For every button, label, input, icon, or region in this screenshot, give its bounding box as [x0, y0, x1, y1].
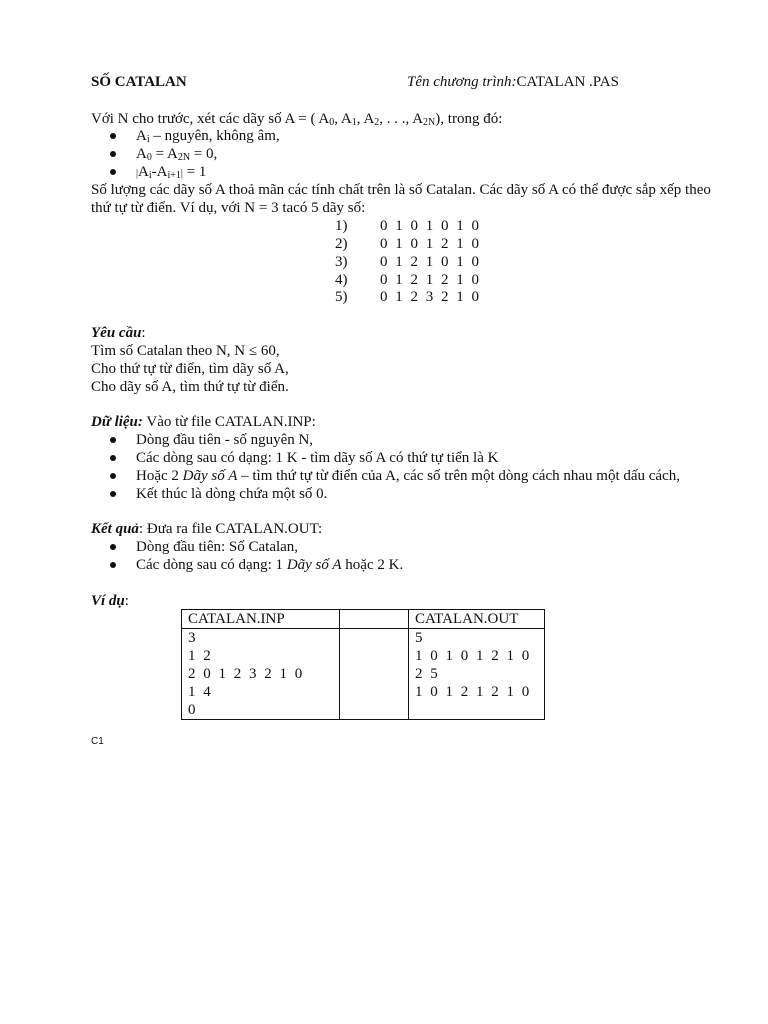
bullet-icon — [110, 562, 116, 568]
input-bullet-2: Các dòng sau có dạng: 1 K - tìm dãy số A có thứ tự tiển là K — [136, 450, 499, 466]
cond-text: A — [136, 128, 147, 144]
page-title: SỐ CATALAN — [91, 74, 187, 90]
output-b2-text: Các dòng sau có dạng: 1 — [136, 557, 287, 573]
cond-sub: i+1 — [167, 170, 181, 181]
intro-sub: 2N — [423, 117, 436, 128]
bullet-icon — [110, 455, 116, 461]
cond-text: = A — [151, 146, 178, 162]
sequence-values: 0 1 0 1 0 1 0 — [380, 218, 479, 234]
paragraph-line-2: thứ tự từ điển. Ví dụ, với N = 3 tacó 5 dãy số: — [91, 200, 366, 216]
bullet-icon — [110, 437, 116, 443]
requirement-line: Cho thứ tự từ điển, tìm dãy số A, — [91, 361, 289, 377]
output-bullet-2 — [136, 556, 403, 574]
sequence-number: 4) — [335, 272, 348, 288]
output-b2-text: hoặc 2 K. — [341, 557, 404, 573]
output-label: Kết quả — [91, 521, 139, 537]
example-table — [181, 609, 545, 720]
intro-suffix: ), trong đó: — [435, 111, 503, 127]
intro-mid: , A — [356, 111, 375, 127]
requirements-colon: : — [141, 325, 146, 341]
sequence-values: 0 1 0 1 2 1 0 — [380, 236, 479, 252]
output-heading — [91, 520, 322, 538]
out-line: 1 0 1 2 1 2 1 0 — [415, 684, 530, 700]
input-heading — [91, 413, 316, 431]
output-text: : Đưa ra file CATALAN.OUT: — [138, 521, 323, 537]
output-bullet-1: Dòng đầu tiên: Số Catalan, — [136, 539, 299, 555]
cond-sub: 0 — [146, 152, 152, 163]
input-text: Vào từ file CATALAN.INP: — [142, 414, 316, 430]
bullet-icon — [110, 473, 116, 479]
output-b2-italic: Dãy số A — [286, 557, 342, 573]
inp-line: 1 4 — [188, 684, 211, 700]
sequence-values: 0 1 2 1 2 1 0 — [380, 272, 479, 288]
condition-2 — [136, 145, 217, 163]
sequence-number: 3) — [335, 254, 348, 270]
cond-text: A — [138, 164, 149, 180]
spacer-cell — [340, 610, 409, 629]
inp-header: CATALAN.INP — [182, 610, 340, 629]
inp-content — [182, 629, 340, 720]
requirement-line: Tìm số Catalan theo N, N ≤ 60, — [91, 343, 280, 359]
program-name-line — [407, 73, 619, 91]
cond-sub: i — [146, 134, 150, 145]
bullet-icon — [110, 151, 116, 157]
example-label: Ví dụ — [91, 593, 125, 609]
out-line: 5 — [415, 630, 423, 646]
sequence-values: 0 1 2 1 0 1 0 — [380, 254, 479, 270]
intro-sub: 2 — [374, 117, 380, 128]
inp-line: 0 — [188, 702, 196, 718]
bullet-icon — [110, 133, 116, 139]
program-label: Tên chương trình: — [407, 74, 517, 90]
out-header: CATALAN.OUT — [409, 610, 545, 629]
input-label: Dữ liệu: — [91, 414, 143, 430]
out-line: 1 0 1 0 1 2 1 0 — [415, 648, 530, 664]
condition-3 — [136, 163, 206, 183]
cond-sub: 2N — [177, 152, 191, 163]
intro-prefix: Với N cho trước, xét các dãy số A = ( A — [91, 111, 330, 127]
program-name: CATALAN .PAS — [516, 74, 619, 90]
footer-code: C1 — [91, 736, 104, 747]
input-bullet-4: Kết thúc là dòng chứa một số 0. — [136, 486, 328, 502]
inp-line: 1 2 — [188, 648, 211, 664]
intro-mid: , . . ., A — [379, 111, 424, 127]
sequence-number: 1) — [335, 218, 348, 234]
example-colon: : — [124, 593, 129, 609]
out-content — [409, 629, 545, 720]
cond-text: = 1 — [182, 164, 207, 180]
cond-text: – nguyên, không âm, — [149, 128, 280, 144]
input-b3-text: Hoặc 2 — [136, 468, 183, 484]
inp-line: 3 — [188, 630, 196, 646]
input-b3-text: – tìm thứ tự từ điển của A, các số trên một dòng cách nhau một dấu cách, — [237, 468, 680, 484]
cond-text: = 0, — [190, 146, 218, 162]
intro-sub: 1 — [351, 117, 357, 128]
input-b3-italic: Dãy số A — [182, 468, 238, 484]
intro-line — [91, 110, 502, 128]
bullet-icon — [110, 169, 116, 175]
example-table-header-row — [182, 610, 545, 629]
condition-1 — [136, 127, 280, 145]
example-heading — [91, 592, 129, 610]
paragraph-line-1: Số lượng các dãy số A thoả mãn các tính chất trên là số Catalan. Các dãy số A có thể được sắp xếp theo — [91, 182, 711, 198]
requirement-line: Cho dãy số A, tìm thứ tự từ điển. — [91, 379, 289, 395]
cond-sub: i — [148, 170, 152, 181]
requirements-label: Yêu cầu — [91, 325, 142, 341]
input-bullet-1: Dòng đầu tiên - số nguyên N, — [136, 432, 314, 448]
sequence-values: 0 1 2 3 2 1 0 — [380, 289, 479, 305]
cond-bar: | — [180, 168, 183, 179]
spacer-cell — [340, 629, 409, 720]
inp-line: 2 0 1 2 3 2 1 0 — [188, 666, 303, 682]
bullet-icon — [110, 544, 116, 550]
requirements-heading — [91, 324, 146, 342]
cond-text: A — [136, 146, 147, 162]
cond-text: -A — [151, 164, 168, 180]
out-line: 2 5 — [415, 666, 438, 682]
sequence-number: 2) — [335, 236, 348, 252]
intro-mid: , A — [334, 111, 352, 127]
sequence-number: 5) — [335, 289, 348, 305]
example-table-body-row — [182, 629, 545, 720]
intro-sub: 0 — [329, 117, 335, 128]
input-bullet-3 — [136, 467, 680, 485]
bullet-icon — [110, 491, 116, 497]
cond-bar: | — [136, 168, 139, 179]
